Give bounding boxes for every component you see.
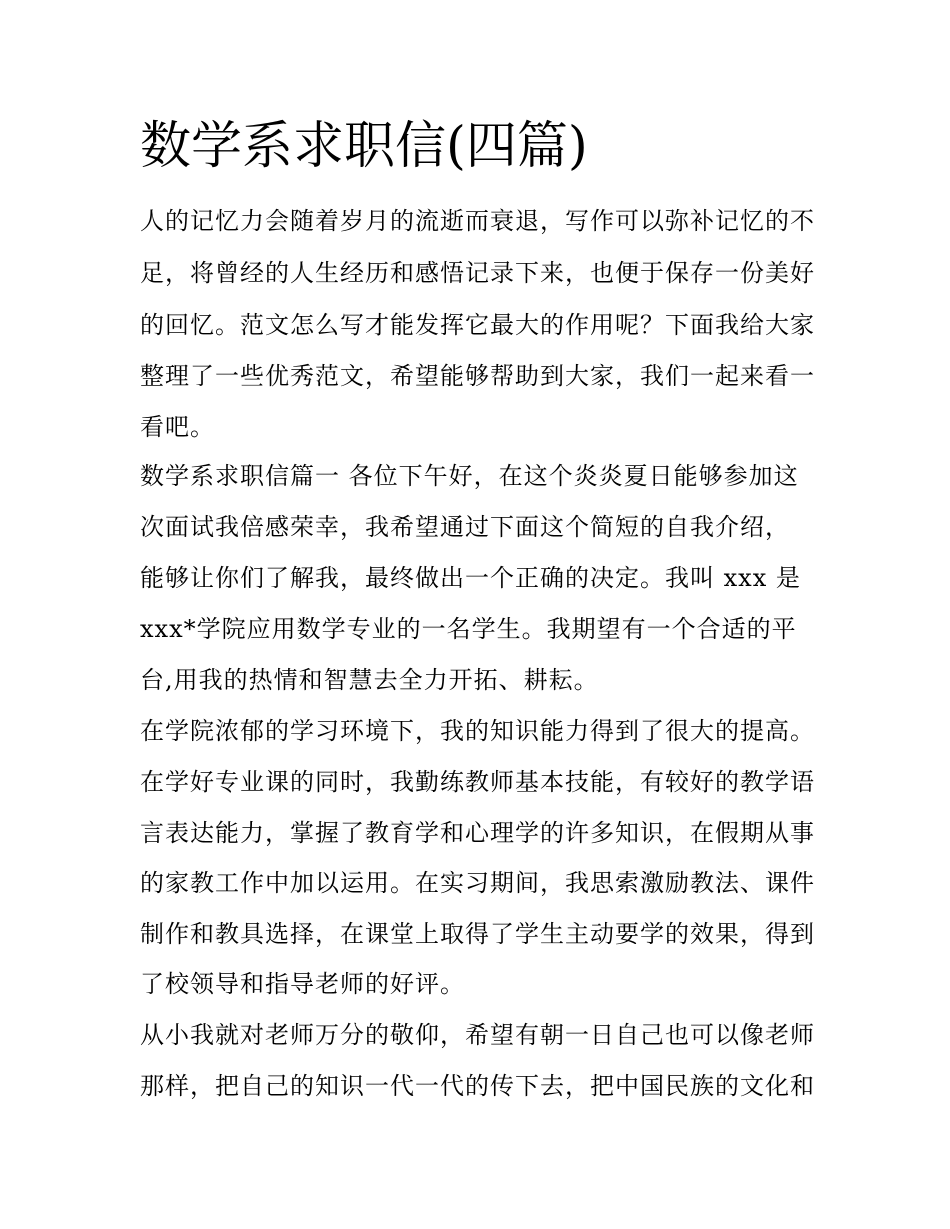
paragraph-line: 次面试我倍感荣幸，我希望通过下面这个简短的自我介绍， [140, 513, 790, 541]
paragraph-line: 在学好专业课的同时，我勤练教师基本技能，有较好的教学语 [140, 768, 815, 796]
paragraph-line: 那样，把自己的知识一代一代的传下去，把中国民族的文化和 [140, 1072, 815, 1100]
paragraph-line: 整理了一些优秀范文，希望能够帮助到大家，我们一起来看一 [140, 362, 815, 390]
paragraph-line: 人的记忆力会随着岁月的流逝而衰退，写作可以弥补记忆的不 [140, 207, 815, 235]
paragraph-line: 言表达能力，掌握了教育学和心理学的许多知识，在假期从事 [140, 819, 815, 847]
paragraph-line: 了校领导和指导老师的好评。 [140, 970, 465, 998]
paragraph-line: 从小我就对老师万分的敬仰，希望有朝一日自己也可以像老师 [140, 1021, 815, 1049]
paragraph-line: xxx*学院应用数学专业的一名学生。我期望有一个合适的平 [140, 615, 797, 643]
paragraph-line: 的家教工作中加以运用。在实习期间，我思索激励教法、课件 [140, 869, 815, 897]
paragraph-line: 台,用我的热情和智慧去全力开拓、耕耘。 [140, 666, 599, 694]
paragraph-line: 能够让你们了解我，最终做出一个正确的决定。我叫 xxx 是 [140, 564, 801, 592]
paragraph-line: 足，将曾经的人生经历和感悟记录下来，也便于保存一份美好 [140, 259, 815, 287]
paragraph-line: 制作和教具选择，在课堂上取得了学生主动要学的效果，得到 [140, 920, 815, 948]
paragraph-line: 数学系求职信篇一 各位下午好，在这个炎炎夏日能够参加这 [140, 462, 799, 490]
paragraph-line: 的回忆。范文怎么写才能发挥它最大的作用呢？下面我给大家 [140, 311, 815, 339]
paragraph-line: 看吧。 [140, 413, 215, 441]
page-title: 数学系求职信(四篇) [140, 117, 588, 176]
paragraph-line: 在学院浓郁的学习环境下，我的知识能力得到了很大的提高。 [140, 717, 815, 745]
